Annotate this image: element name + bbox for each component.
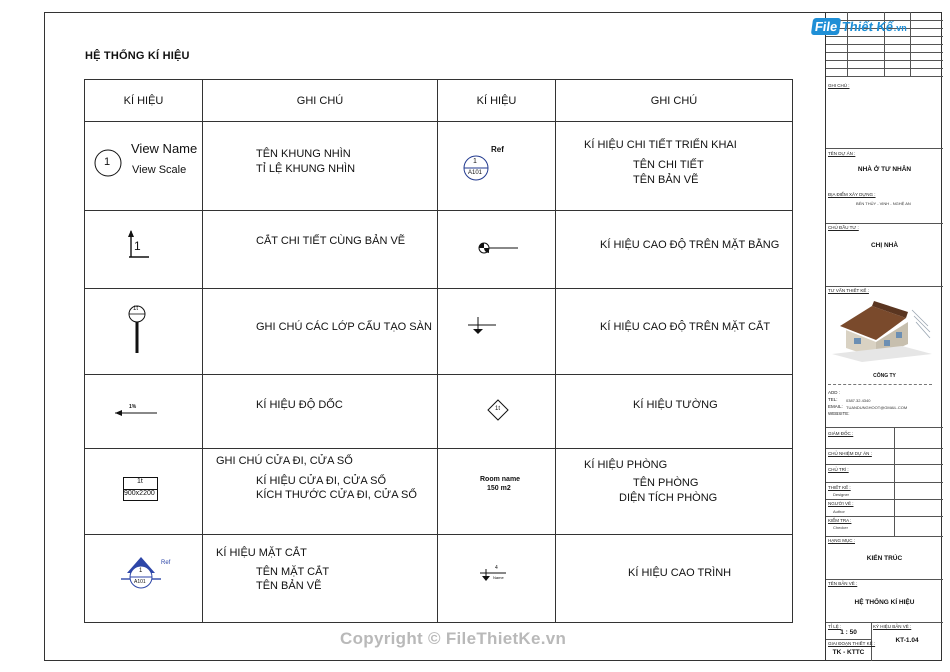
sheet-title: HỆ THỐNG KÍ HIỆU [85, 50, 190, 62]
addr-label: ADD : [828, 390, 841, 395]
section-cut-icon [85, 211, 203, 289]
design-label: THIẾT KẾ : [828, 485, 851, 490]
section-mark-symbol [85, 535, 203, 623]
room-area: 150 m2 [487, 485, 511, 492]
note-line: KÍ HIỆU CỬA ĐI, CỬA SỔ [256, 475, 387, 487]
project-name: NHÀ Ở TƯ NHÂN [857, 166, 912, 173]
table-row [85, 375, 793, 449]
logo-suffix: .vn [893, 23, 907, 33]
floor-layer-symbol [85, 289, 203, 375]
note-cell [203, 535, 438, 623]
note-heading: KÍ HIỆU CAO TRÌNH [628, 567, 732, 579]
site-logo [812, 18, 907, 40]
header-symbol-left: KÍ HIỆU [85, 80, 203, 122]
table-row [85, 449, 793, 535]
note-cell [556, 449, 793, 535]
section-level-symbol [438, 289, 556, 375]
header-symbol-right: KÍ HIỆU [438, 80, 556, 122]
note-cell [556, 375, 793, 449]
stage-value: TK - KTTC [832, 649, 865, 656]
note-heading: KÍ HIỆU MẶT CẮT [216, 547, 307, 559]
wall-tag-symbol [438, 375, 556, 449]
door-window-tag: 1t [137, 478, 143, 485]
note-line: TÊN CHI TIẾT [633, 159, 704, 171]
elevation-value: 4 [495, 565, 498, 571]
note-line: KÍ HIỆU ĐỘ DỐC [256, 399, 343, 411]
note-line: DIỆN TÍCH PHÒNG [619, 492, 718, 504]
elevation-mark-symbol [438, 535, 556, 623]
consultant-label: TƯ VẤN THIẾT KẾ : [828, 288, 869, 293]
note-line: TỈ LỆ KHUNG NHÌN [256, 163, 356, 175]
level-marker-icon [438, 211, 556, 289]
note-line: TÊN KHUNG NHÌN [256, 148, 351, 160]
slope-arrow-icon [85, 375, 203, 449]
website-label: WEBSITE: [828, 411, 850, 416]
note-line: TÊN BẢN VẼ [256, 580, 322, 592]
client-label: CHỦ ĐẦU TƯ : [828, 225, 859, 230]
note-heading: KÍ HIỆU CAO ĐỘ TRÊN MẶT BẰNG [600, 239, 780, 251]
note-line: CẮT CHI TIẾT CÙNG BẢN VẼ [256, 235, 406, 247]
check-value: Checker [833, 525, 848, 530]
note-cell [203, 122, 438, 211]
section-number: 1 [134, 239, 141, 253]
sheet-name-value: HỆ THỐNG KÍ HIỆU [854, 599, 915, 606]
note-heading: GHI CHÚ CỬA ĐI, CỬA SỔ [216, 455, 353, 467]
sheet-name-label: TÊN BẢN VẼ : [828, 581, 858, 586]
room-name: Room name [480, 476, 521, 483]
view-title-symbol [85, 122, 203, 211]
sheet-no-value: KT-1.04 [895, 637, 919, 644]
plan-level-symbol [438, 211, 556, 289]
symbol-legend-table [84, 79, 793, 623]
note-line: TÊN BẢN VẼ [633, 174, 699, 186]
note-cell [556, 289, 793, 375]
copyright-watermark: Copyright © FileThietKe.vn [340, 629, 567, 648]
scale-value: 1 : 50 [840, 629, 857, 636]
note-cell [203, 289, 438, 375]
door-window-size: 900x2200 [124, 490, 155, 497]
manager-label: CHỦ NHIỆM DỰ ÁN : [828, 451, 872, 456]
table-row [85, 211, 793, 289]
email-label: EMAIL: [828, 404, 843, 409]
view-number: 1 [104, 156, 111, 168]
house-illustration-icon [832, 296, 932, 364]
floor-layer-tag: 1t [133, 306, 139, 312]
note-heading: KÍ HIỆU CHI TIẾT TRIỂN KHAI [584, 139, 737, 151]
note-line: KÍCH THƯỚC CỬA ĐI, CỬA SỔ [256, 489, 417, 501]
table-row [85, 289, 793, 375]
tel-value: 0387.32.4340 [846, 398, 871, 403]
note-line: TÊN PHÒNG [633, 477, 699, 489]
company-name: CÔNG TY [873, 373, 896, 379]
wall-tag-diamond-icon [438, 375, 556, 449]
drawn-label: NGƯỜI VẼ : [828, 501, 854, 506]
wall-tag: 1t [495, 406, 501, 412]
drawn-value: Author [833, 509, 845, 514]
logo-mark: File [811, 18, 842, 35]
slope-value: 1% [129, 404, 137, 410]
detail-number: 1 [473, 158, 477, 165]
location-label: ĐỊA ĐIỂM XÂY DỰNG : [828, 192, 876, 197]
table-row [85, 535, 793, 623]
section-cut-symbol [85, 211, 203, 289]
section-number: 1 [139, 568, 143, 574]
notes-label: GHI CHÚ : [828, 83, 850, 88]
logo-text: Thiết Kế [841, 19, 895, 34]
email-value: TUANDUNGHOOT@GMAIL.COM [846, 405, 908, 410]
sheet-no-label: KÝ HIỆU BẢN VẼ : [873, 624, 912, 629]
view-name: View Name [131, 141, 198, 156]
client-name: CHỊ NHÀ [870, 242, 899, 249]
category-value: KIẾN TRÚC [866, 555, 903, 562]
table-row [85, 122, 793, 211]
header-note-left: GHI CHÚ [203, 80, 438, 122]
table-header-row [85, 80, 793, 122]
note-heading: KÍ HIỆU PHÒNG [584, 459, 668, 471]
director-label: GIÁM ĐỐC : [828, 431, 854, 436]
door-window-symbol [85, 449, 203, 535]
section-sheet: A101 [134, 579, 146, 585]
location-value: BẾN THỦY - VINH - NGHỆ AN [856, 201, 911, 206]
detail-ref: Ref [491, 145, 504, 154]
note-cell [203, 449, 438, 535]
note-cell [556, 535, 793, 623]
detail-callout-symbol [438, 122, 556, 211]
check-label: KIỂM TRA : [828, 518, 852, 523]
note-line: GHI CHÚ CÁC LỚP CẤU TẠO SÀN [256, 321, 432, 333]
section-ref: Ref [161, 560, 171, 566]
stage-label: GIAI ĐOẠN THIẾT KẾ : [828, 641, 876, 646]
note-heading: KÍ HIỆU CAO ĐỘ TRÊN MẶT CẮT [600, 321, 771, 333]
chair-label: CHỦ TRÌ : [828, 467, 849, 472]
floor-layer-tag-icon [85, 289, 203, 375]
detail-sheet: A101 [468, 170, 483, 176]
section-level-icon [438, 289, 556, 375]
note-cell [203, 211, 438, 289]
scale-label: TỈ LỆ : [828, 624, 842, 629]
note-heading: KÍ HIỆU TƯỜNG [633, 399, 718, 411]
elevation-name: Name [493, 575, 504, 580]
view-scale: View Scale [132, 164, 187, 176]
room-tag-symbol [438, 449, 556, 535]
header-note-right: GHI CHÚ [556, 80, 793, 122]
note-cell [556, 122, 793, 211]
note-line: TÊN MẶT CẮT [256, 566, 330, 578]
project-label: TÊN DỰ ÁN : [828, 151, 856, 156]
note-cell [203, 375, 438, 449]
note-cell [556, 211, 793, 289]
category-label: HẠNG MỤC : [828, 538, 855, 543]
detail-callout-icon [438, 122, 556, 211]
tel-label: TEL: [828, 397, 838, 402]
design-value: Designer [833, 492, 850, 497]
slope-symbol [85, 375, 203, 449]
